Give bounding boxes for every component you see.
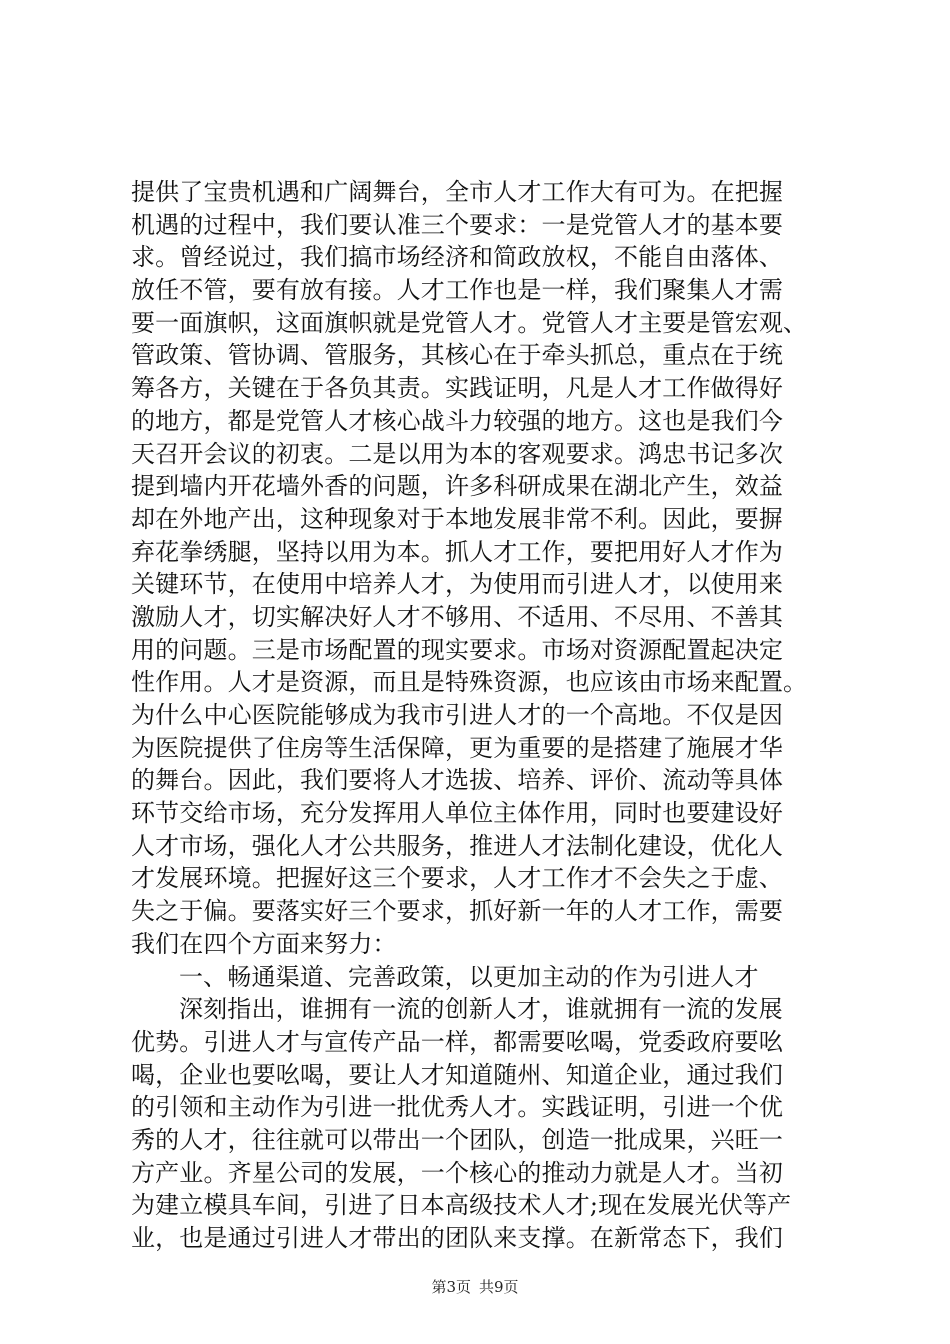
text-line: 的舞台。因此，我们要将人才选拔、培养、评价、流动等具体 xyxy=(131,766,784,795)
text-line: 失之于偏。要落实好三个要求，抓好新一年的人才工作，需要 xyxy=(131,897,784,926)
text-line: 却在外地产出，这种现象对于本地发展非常不利。因此，要摒 xyxy=(131,504,784,533)
text-line: 用的问题。三是市场配置的现实要求。市场对资源配置起决定 xyxy=(131,635,784,664)
text-line: 管政策、管协调、管服务，其核心在于牵头抓总，重点在于统 xyxy=(131,341,784,370)
text-line: 我们在四个方面来努力： xyxy=(131,929,397,958)
text-line: 秀的人才，往往就可以带出一个团队，创造一批成果，兴旺一 xyxy=(131,1125,784,1154)
text-line: 弃花拳绣腿，坚持以用为本。抓人才工作，要把用好人才作为 xyxy=(131,537,784,566)
text-line: 为什么中心医院能够成为我市引进人才的一个高地。不仅是因 xyxy=(131,701,784,729)
text-line: 筹各方，关键在于各负其责。实践证明，凡是人才工作做得好 xyxy=(131,374,784,403)
text-line: 方产业。齐星公司的发展，一个核心的推动力就是人才。当初 xyxy=(131,1158,784,1187)
text-line: 机遇的过程中，我们要认准三个要求：一是党管人才的基本要 xyxy=(131,210,784,239)
page-footer xyxy=(0,1277,950,1297)
text-line: 提供了宝贵机遇和广阔舞台，全市人才工作大有可为。在把握 xyxy=(131,178,784,206)
text-line: 天召开会议的初衷。二是以用为本的客观要求。鸿忠书记多次 xyxy=(131,439,784,468)
text-line: 才发展环境。把握好这三个要求，人才工作才不会失之于虚、 xyxy=(131,864,784,893)
section-heading: 一、畅通渠道、完善政策，以更加主动的作为引进人才 xyxy=(179,962,759,991)
text-line: 的引领和主动作为引进一批优秀人才。实践证明，引进一个优 xyxy=(131,1093,784,1122)
text-line: 提到墙内开花墙外香的问题，许多科研成果在湖北产生，效益 xyxy=(131,472,784,501)
text-line: 性作用。人才是资源，而且是特殊资源，也应该由市场来配置。 xyxy=(131,668,808,697)
text-line: 人才市场，强化人才公共服务，推进人才法制化建设，优化人 xyxy=(131,831,784,860)
text-line: 的地方，都是党管人才核心战斗力较强的地方。这也是我们今 xyxy=(131,406,784,435)
text-line: 业，也是通过引进人才带出的团队来支撑。在新常态下，我们 xyxy=(131,1224,784,1252)
text-line: 为医院提供了住房等生活保障，更为重要的是搭建了施展才华 xyxy=(131,733,784,762)
page-number: 第3页 xyxy=(431,1278,471,1296)
text-line: 放任不管，要有放有接。人才工作也是一样，我们聚集人才需 xyxy=(131,276,784,305)
paragraph-first-line: 深刻指出，谁拥有一流的创新人才，谁就拥有一流的发展 xyxy=(179,995,783,1024)
text-line: 喝，企业也要吆喝，要让人才知道随州、知道企业，通过我们 xyxy=(131,1060,784,1089)
text-line: 激励人才，切实解决好人才不够用、不适用、不尽用、不善其 xyxy=(131,602,784,631)
text-line: 环节交给市场，充分发挥用人单位主体作用，同时也要建设好 xyxy=(131,799,784,828)
page-total: 共9页 xyxy=(479,1278,519,1296)
body-text xyxy=(131,176,831,1255)
text-line: 关键环节，在使用中培养人才，为使用而引进人才，以使用来 xyxy=(131,570,784,599)
text-line: 求。曾经说过，我们搞市场经济和简政放权，不能自由落体、 xyxy=(131,243,784,272)
text-line: 为建立模具车间，引进了日本高级技术人才;现在发展光伏等产 xyxy=(131,1191,792,1220)
text-line: 优势。引进人才与宣传产品一样，都需要吆喝，党委政府要吆 xyxy=(131,1027,784,1056)
text-line: 要一面旗帜，这面旗帜就是党管人才。党管人才主要是管宏观、 xyxy=(131,308,808,337)
